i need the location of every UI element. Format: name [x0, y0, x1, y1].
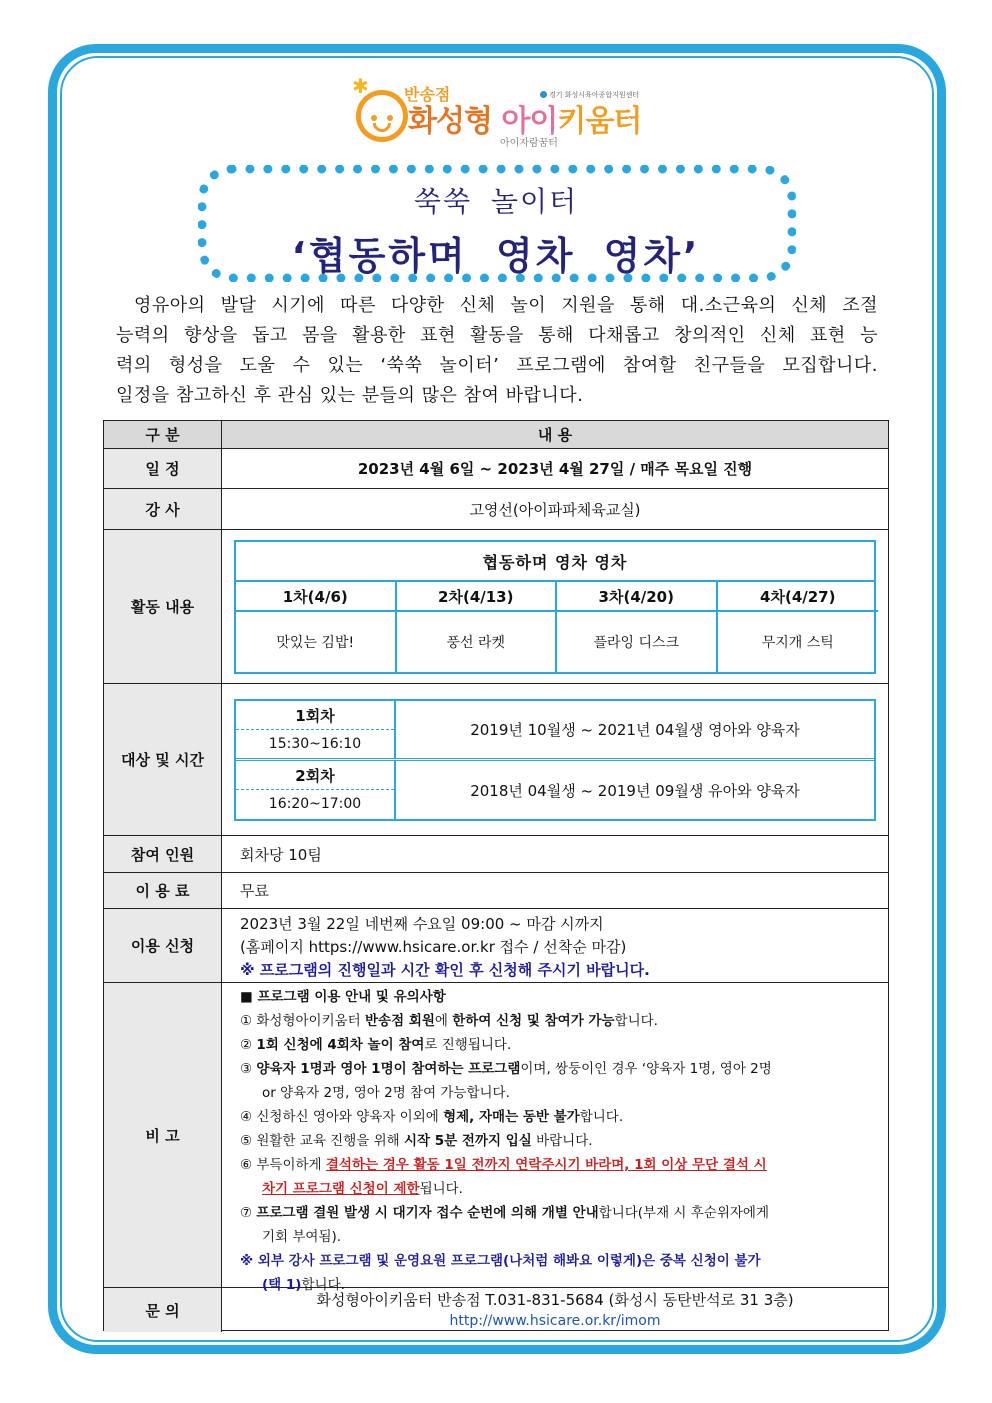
logo-org: 경기 화성시육아종합지원센터	[540, 90, 639, 100]
program-title: ‘협동하며 영차 영차’	[291, 234, 701, 278]
header-content: 내 용	[222, 421, 888, 448]
target-age: 2018년 04월생 ~ 2019년 09월생 유아와 양육자	[470, 781, 800, 800]
remark-item: ⑦ 프로그램 결원 발생 시 대기자 접수 순번에 의해 개별 안내합니다(부재 시 후순위자에게	[240, 1205, 769, 1221]
info-table	[103, 420, 889, 1331]
schedule-row	[104, 449, 888, 489]
instructor-row	[104, 489, 888, 530]
remark-item-cont: 차기 프로그램 신청이 제한됩니다.	[262, 1181, 463, 1197]
intro-line: 일정을 참고하신 후 관심 있는 분들의 많은 참여 바랍니다.	[116, 385, 584, 406]
target-round: 1회차	[236, 701, 394, 730]
remark-item: ② 1회 신청에 4회차 놀이 참여로 진행됩니다.	[240, 1037, 512, 1053]
fee-row	[104, 873, 888, 909]
activity-label: 활동 내용	[104, 530, 222, 683]
session-round: 3차(4/20)	[557, 582, 716, 612]
contact-label: 문 의	[104, 1288, 222, 1332]
remark-note: ※ 외부 강사 프로그램 및 운영요원 프로그램(나처럼 해봐요 이렇게)은 중복 신청이 불가	[240, 1253, 761, 1269]
fee-value: 무료	[240, 882, 269, 900]
participants-value: 회차당 10팀	[240, 845, 322, 864]
apply-note: ※ 프로그램의 진행일과 시간 확인 후 신청해 주시기 바랍니다.	[240, 961, 650, 979]
target-table	[234, 699, 876, 821]
remarks-label: 비 고	[104, 983, 222, 1287]
target-time: 16:20~17:00	[268, 796, 362, 812]
header-category: 구 분	[104, 421, 222, 448]
intro-line: 력의 형성을 도울 수 있는 ‘쑥쑥 놀이터’ 프로그램에 참여할 친구들을 모집합니다.	[116, 355, 878, 376]
intro-line: 영유아의 발달 시기에 따른 다양한 신체 놀이 지원을 통해 대.소근육의 신체 조절	[134, 295, 878, 316]
apply-label: 이용 신청	[104, 909, 222, 982]
intro-paragraph	[116, 291, 878, 411]
apply-row	[104, 909, 888, 983]
apply-details	[240, 913, 650, 982]
target-row	[104, 684, 888, 836]
target-session	[236, 761, 874, 819]
remark-item-cont: 기회 부여됨).	[262, 1229, 342, 1245]
session-round: 1차(4/6)	[236, 582, 395, 612]
target-session	[236, 701, 874, 761]
activity-title: 협동하며 영차 영차	[236, 542, 874, 582]
remark-item: ③ 양육자 1명과 영아 1명이 참여하는 프로그램이며, 쌍둥이인 경우 ‘양육자 1명, 영아 2명	[240, 1061, 772, 1077]
remarks-row	[104, 983, 888, 1293]
activity-session	[557, 582, 718, 672]
session-name: 풍선 라켓	[446, 635, 506, 651]
remark-item: ① 화성형아이키움터 반송점 회원에 한하여 신청 및 참여가 가능합니다.	[240, 1013, 658, 1029]
contact-details	[222, 1290, 888, 1332]
target-round: 2회차	[236, 761, 394, 790]
activity-session	[236, 582, 397, 672]
schedule-label: 일 정	[104, 449, 222, 488]
activity-session	[718, 582, 879, 672]
logo-star-icon: ✱	[352, 74, 369, 98]
session-round: 2차(4/13)	[397, 582, 556, 612]
session-name: 무지개 스틱	[761, 635, 834, 651]
apply-period: 2023년 3월 22일 네번째 수요일 09:00 ~ 마감 시까지	[240, 915, 604, 933]
fee-label: 이 용 료	[104, 873, 222, 908]
logo-branch: 반송점	[404, 85, 451, 104]
remark-item-cont: or 양육자 2명, 영아 2명 참여 가능합니다.	[262, 1085, 510, 1101]
activity-session	[397, 582, 558, 672]
target-time: 15:30~16:10	[268, 736, 362, 752]
session-name: 플라잉 디스크	[593, 635, 680, 651]
participants-row	[104, 836, 888, 873]
activity-table	[234, 540, 876, 674]
remarks-list	[240, 985, 878, 1297]
remarks-heading: ■ 프로그램 이용 안내 및 유의사항	[240, 989, 446, 1005]
remark-note-cont: (택 1)합니다.	[262, 1277, 345, 1293]
intro-line: 능력의 향상을 돕고 몸을 활용한 표현 활동을 통해 다채롭고 창의적인 신체 표현 능	[116, 325, 878, 346]
schedule-value: 2023년 4월 6일 ~ 2023년 4월 27일 / 매주 목요일 진행	[357, 460, 753, 478]
contact-row	[104, 1288, 888, 1332]
remark-item: ⑥ 부득이하게 결석하는 경우 활동 1일 전까지 연락주시기 바라며, 1회 이상 무단 결석 시	[240, 1157, 767, 1173]
instructor-label: 강 사	[104, 489, 222, 529]
apply-method: (홈페이지 https://www.hsicare.or.kr 접수 / 선착순 마감)	[240, 938, 627, 956]
instructor-value: 고영선(아이파파체육교실)	[469, 500, 641, 519]
contact-info: 화성형아이키움터 반송점 T.031-831-5684 (화성시 동탄반석로 31 3층)	[316, 1291, 794, 1309]
table-header-row	[104, 421, 888, 449]
target-age: 2019년 10월생 ~ 2021년 04월생 영아와 양육자	[470, 721, 800, 739]
logo-name: 화성형 아이키움터	[408, 104, 642, 139]
program-name: 쑥쑥 놀이터	[413, 185, 579, 218]
org-dot-icon	[540, 91, 547, 98]
logo	[352, 74, 652, 152]
remark-item: ⑤ 원활한 교육 진행을 위해 시작 5분 전까지 입실 바랍니다.	[240, 1133, 593, 1149]
session-round: 4차(4/27)	[718, 582, 879, 612]
remark-item: ④ 신청하신 영아와 양육자 이외에 형제, 자매는 동반 불가합니다.	[240, 1109, 624, 1125]
contact-url-link[interactable]: http://www.hsicare.or.kr/imom	[449, 1313, 661, 1329]
participants-label: 참여 인원	[104, 836, 222, 872]
target-label: 대상 및 시간	[104, 684, 222, 835]
logo-subtitle: 아이자람꿈터	[500, 138, 558, 149]
activity-row	[104, 530, 888, 684]
session-name: 맛있는 김밥!	[276, 635, 355, 651]
